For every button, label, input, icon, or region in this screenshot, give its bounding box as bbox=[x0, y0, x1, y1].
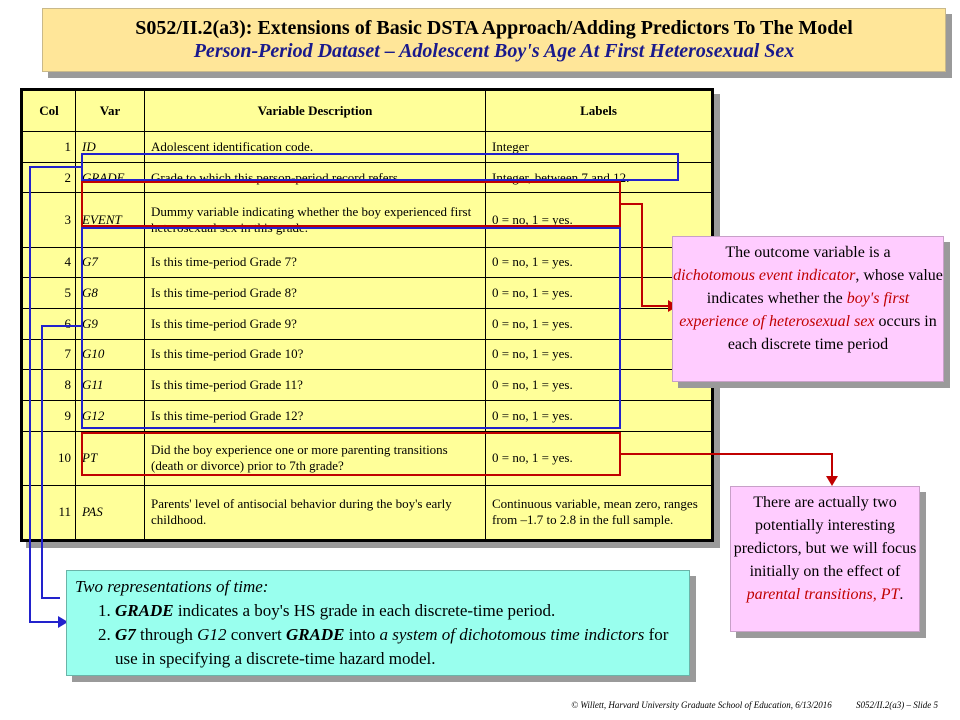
table-row bbox=[23, 278, 712, 309]
var-header: Var bbox=[76, 91, 145, 132]
table-row bbox=[23, 247, 712, 278]
outcome-callout-part3: occurs in each discrete time period bbox=[727, 313, 937, 353]
dichotomous-indicators-term: a system of dichotomous time indictors bbox=[379, 625, 645, 644]
cell-col: 3 bbox=[23, 193, 76, 247]
cell-description: Is this time-period Grade 8? bbox=[145, 278, 486, 309]
cell-label: Integer, between 7 and 12. bbox=[486, 162, 712, 193]
cell-description: Is this time-period Grade 7? bbox=[145, 247, 486, 278]
cell-label: 0 = no, 1 = yes. bbox=[486, 308, 712, 339]
outcome-callout bbox=[672, 236, 944, 382]
footer-slide-number: S052/II.2(a3) – Slide 5 bbox=[856, 700, 938, 710]
predictors-callout bbox=[730, 486, 920, 632]
list-item bbox=[115, 623, 689, 671]
table-row bbox=[23, 162, 712, 193]
cell-var: G7 bbox=[76, 247, 145, 278]
cell-var: G8 bbox=[76, 278, 145, 309]
cell-description: Is this time-period Grade 9? bbox=[145, 308, 486, 339]
table-row bbox=[23, 431, 712, 485]
item2-through: through bbox=[140, 625, 193, 644]
outcome-callout-part1: The outcome variable is a bbox=[725, 244, 891, 261]
item2-into: into bbox=[348, 625, 376, 644]
cell-label: Continuous variable, mean zero, ranges from –1.7 to 2.8 in the full sample. bbox=[486, 485, 712, 539]
table-header-row bbox=[23, 91, 712, 132]
cell-col: 9 bbox=[23, 401, 76, 432]
description-header: Variable Description bbox=[145, 91, 486, 132]
variable-table bbox=[22, 90, 712, 540]
cell-col: 2 bbox=[23, 162, 76, 193]
table-row bbox=[23, 308, 712, 339]
cell-label: 0 = no, 1 = yes. bbox=[486, 431, 712, 485]
cell-label: 0 = no, 1 = yes. bbox=[486, 278, 712, 309]
predictors-callout-em1: parental transitions, PT bbox=[746, 586, 900, 603]
g12-term: G12 bbox=[197, 625, 227, 644]
cell-description: Did the boy experience one or more parenting transitions (death or divorce) prior to 7th grade? bbox=[145, 431, 486, 485]
cell-var: GRADE bbox=[76, 162, 145, 193]
cell-label: Integer bbox=[486, 132, 712, 163]
pt-arrowhead bbox=[826, 476, 838, 486]
cell-label: 0 = no, 1 = yes. bbox=[486, 247, 712, 278]
cell-var: PAS bbox=[76, 485, 145, 539]
col-header: Col bbox=[23, 91, 76, 132]
g7-term: G7 bbox=[115, 625, 136, 644]
slide-subtitle: Person-Period Dataset – Adolescent Boy's Age At First Heterosexual Sex bbox=[193, 40, 795, 62]
grade-term: GRADE bbox=[115, 601, 174, 620]
cell-col: 1 bbox=[23, 132, 76, 163]
cell-var: EVENT bbox=[76, 193, 145, 247]
predictors-callout-part2: . bbox=[899, 586, 904, 603]
list-item bbox=[115, 599, 689, 623]
cell-col: 10 bbox=[23, 431, 76, 485]
cell-col: 11 bbox=[23, 485, 76, 539]
cell-col: 5 bbox=[23, 278, 76, 309]
cell-var: G11 bbox=[76, 370, 145, 401]
cell-col: 4 bbox=[23, 247, 76, 278]
cell-label: 0 = no, 1 = yes. bbox=[486, 370, 712, 401]
cell-col: 6 bbox=[23, 308, 76, 339]
variable-table-container bbox=[20, 88, 714, 542]
grade-term-2: GRADE bbox=[285, 625, 345, 644]
cell-var: PT bbox=[76, 431, 145, 485]
cell-label: 0 = no, 1 = yes. bbox=[486, 193, 712, 247]
outcome-callout-part2: , whose value indicates whether the bbox=[706, 267, 943, 307]
table-row bbox=[23, 485, 712, 539]
cell-description: Is this time-period Grade 12? bbox=[145, 401, 486, 432]
cell-description: Grade to which this person-period record refers. bbox=[145, 162, 486, 193]
cell-var: G10 bbox=[76, 339, 145, 370]
slide-footer bbox=[549, 700, 938, 710]
table-row bbox=[23, 193, 712, 247]
outcome-callout-em2: boy's first experience of heterosexual sex bbox=[679, 290, 910, 330]
cell-description: Parents' level of antisocial behavior during the boy's early childhood. bbox=[145, 485, 486, 539]
footer-copyright: © Willett, Harvard University Graduate School of Education, 6/13/2016 bbox=[571, 700, 832, 710]
cell-var: G9 bbox=[76, 308, 145, 339]
outcome-callout-em1: dichotomous event indicator bbox=[673, 267, 856, 284]
predictors-callout-part1: There are actually two potentially interesting predictors, but we will focus initially on the effect of bbox=[733, 494, 917, 580]
cell-description: Is this time-period Grade 11? bbox=[145, 370, 486, 401]
time-box-list bbox=[67, 599, 689, 671]
slide-title-box bbox=[42, 8, 946, 72]
cell-description: Adolescent identification code. bbox=[145, 132, 486, 163]
cell-var: ID bbox=[76, 132, 145, 163]
labels-header: Labels bbox=[486, 91, 712, 132]
cell-var: G12 bbox=[76, 401, 145, 432]
time-representations-box bbox=[66, 570, 690, 676]
time-box-intro: Two representations of time: bbox=[75, 577, 269, 596]
table-row bbox=[23, 401, 712, 432]
item2-convert: convert bbox=[230, 625, 282, 644]
cell-description: Is this time-period Grade 10? bbox=[145, 339, 486, 370]
cell-col: 8 bbox=[23, 370, 76, 401]
item2-rest: for use in specifying a discrete-time hazard model. bbox=[115, 625, 669, 668]
slide-title: S052/II.2(a3): Extensions of Basic DSTA Approach/Adding Predictors To The Model bbox=[135, 17, 853, 39]
cell-description: Dummy variable indicating whether the boy experienced first heterosexual sex in this grade. bbox=[145, 193, 486, 247]
cell-label: 0 = no, 1 = yes. bbox=[486, 401, 712, 432]
table-row bbox=[23, 339, 712, 370]
item1-text: indicates a boy's HS grade in each discrete-time period. bbox=[177, 601, 556, 620]
cell-col: 7 bbox=[23, 339, 76, 370]
table-row bbox=[23, 370, 712, 401]
cell-label: 0 = no, 1 = yes. bbox=[486, 339, 712, 370]
table-row bbox=[23, 132, 712, 163]
